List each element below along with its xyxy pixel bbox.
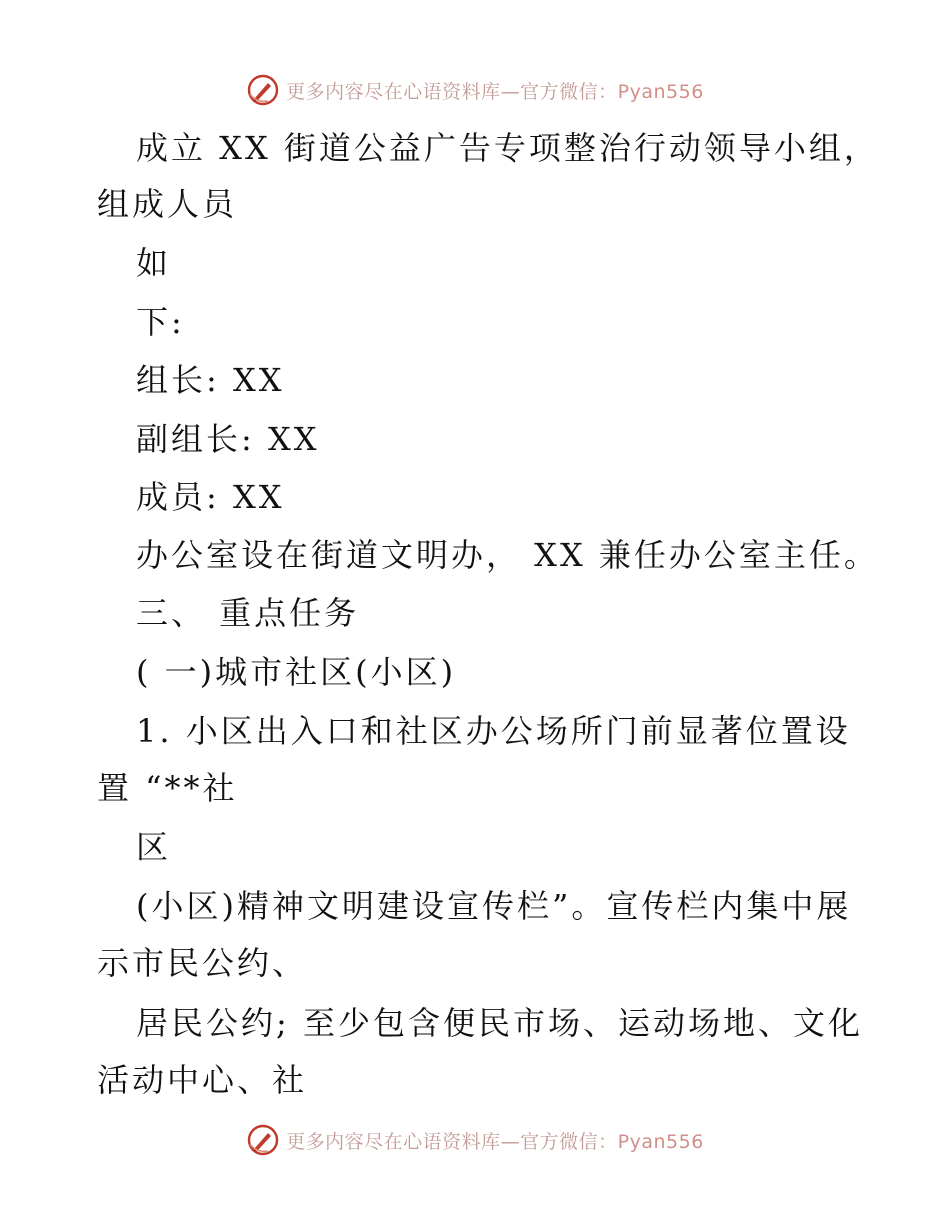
paragraph-line: 居民公约; 至少包含便民市场、运动场地、文化	[136, 1004, 863, 1042]
paragraph-line: 如	[136, 244, 172, 282]
paragraph-line: 区	[136, 828, 172, 866]
subsection-heading: ( 一)城市社区(小区)	[136, 653, 457, 691]
pen-logo-icon	[246, 1123, 280, 1157]
paragraph-line: 示市民公约、	[97, 944, 308, 982]
watermark-text: 更多内容尽在心语资料库—官方微信：	[286, 1130, 618, 1153]
paragraph-line: 办公室设在街道文明办， XX 兼任办公室主任。	[136, 536, 879, 574]
paragraph-line: 置 “**社	[97, 769, 238, 807]
paragraph-line: 成员: XX	[136, 478, 285, 516]
paragraph-line: 副组长: XX	[136, 420, 320, 458]
watermark-wechat-id: Pyan556	[617, 1130, 704, 1153]
section-heading: 三、 重点任务	[136, 594, 360, 632]
watermark-text: 更多内容尽在心语资料库—官方微信：	[286, 80, 618, 103]
watermark-wechat-id: Pyan556	[617, 80, 704, 103]
paragraph-line: 活动中心、社	[97, 1061, 308, 1099]
paragraph-line: 1. 小区出入口和社区办公场所门前显著位置设	[136, 712, 851, 750]
paragraph-line: 组长: XX	[136, 361, 285, 399]
footer-watermark	[0, 1120, 950, 1160]
paragraph-line: 组成人员	[97, 185, 238, 223]
paragraph-line: 成立 XX 街道公益广告专项整治行动领导小组，	[136, 129, 879, 167]
paragraph-line: (小区)精神文明建设宣传栏”。宣传栏内集中展	[136, 887, 852, 925]
paragraph-line: 下:	[136, 303, 185, 341]
